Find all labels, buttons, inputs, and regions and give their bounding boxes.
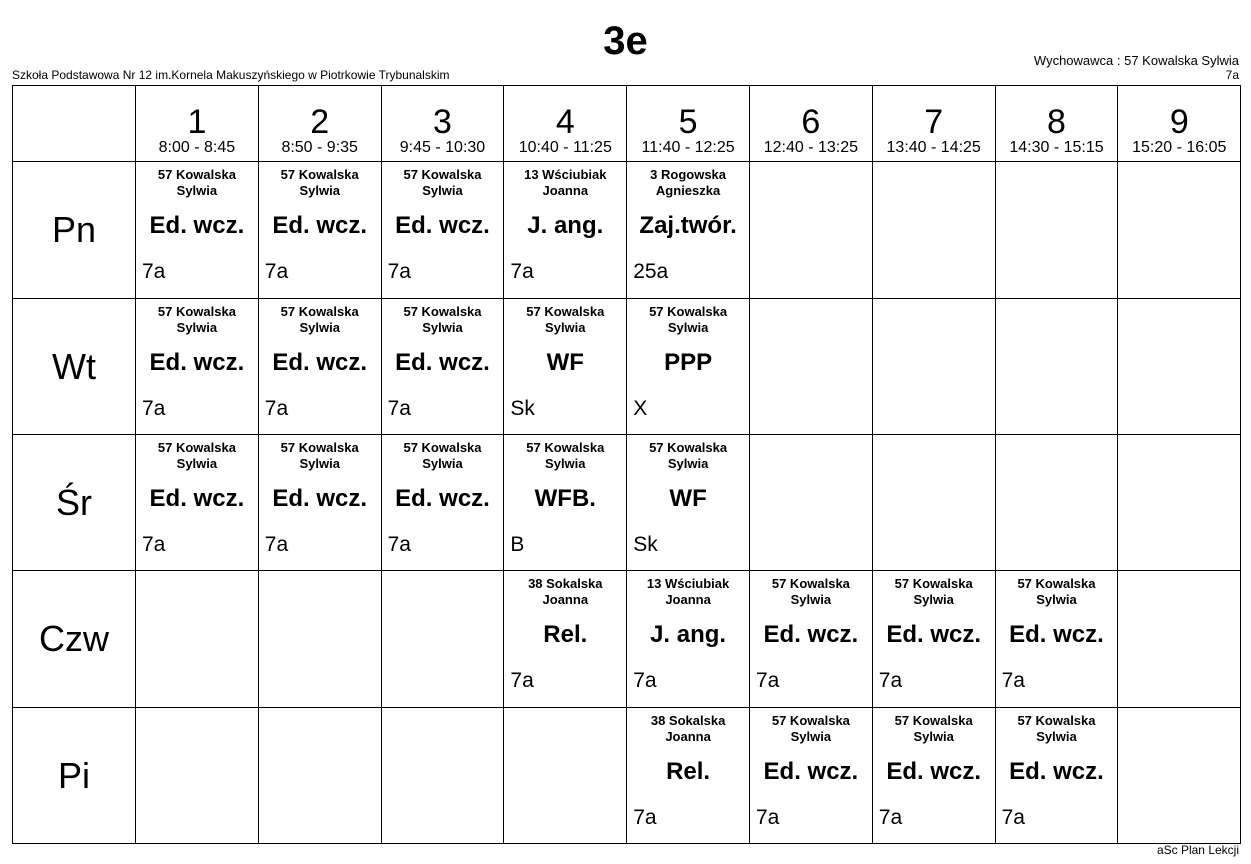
period-time: 8:50 - 9:35 xyxy=(281,139,358,157)
lesson-cell xyxy=(136,298,259,434)
day-cell xyxy=(13,571,136,707)
period-header xyxy=(136,86,259,162)
lesson-content xyxy=(136,708,258,843)
lesson-cell xyxy=(504,434,627,570)
lesson-teacher: 57 Kowalska Sylwia xyxy=(1017,576,1096,608)
lesson-content xyxy=(996,162,1118,297)
empty-cell xyxy=(1118,298,1241,434)
lesson-content xyxy=(382,571,504,706)
footer-credit: aSc Plan Lekcji xyxy=(1156,843,1239,857)
empty-cell xyxy=(381,571,504,707)
lesson-room: 7a xyxy=(142,396,166,420)
lesson-teacher: 57 Kowalska Sylwia xyxy=(649,440,728,472)
period-header-content xyxy=(996,86,1118,161)
lesson-cell xyxy=(872,571,995,707)
lesson-content xyxy=(504,571,626,706)
period-header-content xyxy=(873,86,995,161)
lesson-cell xyxy=(136,162,259,298)
lesson-subject: J. ang. xyxy=(527,212,604,240)
lesson-content xyxy=(259,708,381,843)
empty-cell xyxy=(749,298,872,434)
lesson-content xyxy=(996,299,1118,434)
lesson-subject: Rel. xyxy=(666,757,711,785)
day-cell xyxy=(13,162,136,298)
lesson-content xyxy=(259,435,381,570)
lesson-room: X xyxy=(633,396,648,420)
lesson-content xyxy=(627,299,749,434)
lesson-content xyxy=(627,571,749,706)
period-header-content xyxy=(259,86,381,161)
lesson-subject: WF xyxy=(546,348,584,376)
lesson-room: 7a xyxy=(510,669,534,693)
lesson-room: Sk xyxy=(633,533,658,557)
lesson-cell xyxy=(749,707,872,843)
day-cell-content xyxy=(13,571,135,706)
lesson-content xyxy=(382,435,504,570)
lesson-room: 7a xyxy=(387,533,411,557)
timetable-grid xyxy=(12,85,1241,844)
lesson-content xyxy=(627,162,749,297)
lesson-content xyxy=(1118,571,1240,706)
lesson-teacher: 57 Kowalska Sylwia xyxy=(403,440,482,472)
lesson-room: 7a xyxy=(633,669,657,693)
period-header xyxy=(995,86,1118,162)
empty-cell xyxy=(258,571,381,707)
lesson-subject: Zaj.twór. xyxy=(639,212,737,240)
lesson-content xyxy=(750,162,872,297)
lesson-cell xyxy=(504,162,627,298)
lesson-teacher: 38 Sokalska Joanna xyxy=(650,712,726,744)
lesson-content xyxy=(750,435,872,570)
empty-cell xyxy=(749,434,872,570)
period-header-content xyxy=(136,86,258,161)
lesson-subject: J. ang. xyxy=(650,621,727,649)
lesson-teacher: 13 Wściubiak Joanna xyxy=(646,576,730,608)
tutor-label: Wychowawca : 57 Kowalska Sylwia xyxy=(1033,53,1239,68)
period-header xyxy=(381,86,504,162)
day-name: Śr xyxy=(56,482,92,524)
lesson-cell xyxy=(749,571,872,707)
empty-cell xyxy=(1118,162,1241,298)
day-cell-content xyxy=(13,299,135,434)
lesson-content xyxy=(504,435,626,570)
lesson-room: 7a xyxy=(755,669,780,693)
period-header-content xyxy=(382,86,504,161)
empty-cell xyxy=(1118,434,1241,570)
lesson-subject: WF xyxy=(669,485,707,513)
empty-cell xyxy=(258,707,381,843)
period-time: 15:20 - 16:05 xyxy=(1132,139,1227,157)
lesson-subject: Ed. wcz. xyxy=(763,757,859,785)
lesson-teacher: 57 Kowalska Sylwia xyxy=(649,303,728,335)
lesson-content xyxy=(136,162,258,297)
lesson-room: 7a xyxy=(387,396,411,420)
lesson-room: 7a xyxy=(264,396,289,420)
lesson-content xyxy=(627,435,749,570)
lesson-teacher: 57 Kowalska Sylwia xyxy=(403,167,482,199)
lesson-teacher: 13 Wściubiak Joanna xyxy=(524,167,607,199)
lesson-subject: Ed. wcz. xyxy=(149,212,245,240)
period-number: 7 xyxy=(924,103,944,142)
lesson-content xyxy=(504,708,626,843)
lesson-subject: Ed. wcz. xyxy=(763,621,859,649)
day-name: Pi xyxy=(57,754,90,796)
period-header xyxy=(749,86,872,162)
lesson-content xyxy=(750,299,872,434)
day-cell xyxy=(13,707,136,843)
lesson-subject: Ed. wcz. xyxy=(149,348,245,376)
lesson-content xyxy=(996,708,1118,843)
lesson-subject: Ed. wcz. xyxy=(272,485,368,513)
lesson-room: 7a xyxy=(264,260,289,284)
lesson-teacher: 57 Kowalska Sylwia xyxy=(157,440,236,472)
lesson-content xyxy=(382,299,504,434)
lesson-subject: Ed. wcz. xyxy=(886,757,982,785)
lesson-content xyxy=(504,162,626,297)
lesson-teacher: 57 Kowalska Sylwia xyxy=(280,167,359,199)
lesson-content xyxy=(136,299,258,434)
day-cell-content xyxy=(13,162,135,297)
lesson-content xyxy=(873,435,995,570)
lesson-teacher: 57 Kowalska Sylwia xyxy=(894,576,973,608)
lesson-content xyxy=(873,708,995,843)
class-title: 3e xyxy=(603,19,648,63)
day-cell-content xyxy=(13,708,135,843)
empty-cell xyxy=(136,571,259,707)
period-number: 8 xyxy=(1047,103,1066,142)
lesson-cell xyxy=(627,707,750,843)
period-header xyxy=(504,86,627,162)
period-number: 5 xyxy=(678,103,698,142)
lesson-subject: Ed. wcz. xyxy=(1009,621,1104,649)
lesson-content xyxy=(136,435,258,570)
lesson-subject: Ed. wcz. xyxy=(395,348,490,376)
day-name: Czw xyxy=(39,618,109,660)
period-time: 11:40 - 12:25 xyxy=(641,139,735,157)
empty-cell xyxy=(504,707,627,843)
period-header-content xyxy=(750,86,872,161)
day-name: Wt xyxy=(52,345,96,387)
period-number: 3 xyxy=(433,103,452,142)
empty-cell xyxy=(136,707,259,843)
lesson-cell xyxy=(381,298,504,434)
lesson-teacher: 38 Sokalska Joanna xyxy=(528,576,603,608)
lesson-subject: Rel. xyxy=(543,621,588,649)
lesson-cell xyxy=(381,162,504,298)
lesson-room: 25a xyxy=(633,260,669,284)
lesson-teacher: 57 Kowalska Sylwia xyxy=(157,167,236,199)
lesson-room: 7a xyxy=(142,533,166,557)
empty-cell xyxy=(872,298,995,434)
period-header xyxy=(872,86,995,162)
lesson-subject: Ed. wcz. xyxy=(272,212,368,240)
period-time: 12:40 - 13:25 xyxy=(763,139,859,157)
empty-cell xyxy=(1118,707,1241,843)
period-header xyxy=(627,86,750,162)
period-time: 10:40 - 11:25 xyxy=(518,139,612,157)
lesson-teacher: 57 Kowalska Sylwia xyxy=(771,712,850,744)
lesson-cell xyxy=(381,434,504,570)
lesson-content xyxy=(996,435,1118,570)
lesson-content xyxy=(873,571,995,706)
period-header-content xyxy=(1118,86,1240,161)
lesson-content xyxy=(873,162,995,297)
lesson-room: Sk xyxy=(510,396,535,420)
lesson-subject: Ed. wcz. xyxy=(272,348,368,376)
period-time: 13:40 - 14:25 xyxy=(886,139,981,157)
period-number: 2 xyxy=(310,103,330,142)
lesson-cell xyxy=(995,707,1118,843)
lesson-room: 7a xyxy=(755,805,780,829)
lesson-room: 7a xyxy=(878,669,903,693)
lesson-cell xyxy=(258,298,381,434)
corner-cell xyxy=(13,86,136,162)
period-header xyxy=(258,86,381,162)
lesson-room: 7a xyxy=(1001,669,1025,693)
period-number: 1 xyxy=(187,103,207,142)
empty-cell xyxy=(995,434,1118,570)
lesson-content xyxy=(996,571,1118,706)
lesson-content xyxy=(873,299,995,434)
period-header-content xyxy=(504,86,626,161)
lesson-content xyxy=(750,708,872,843)
lesson-cell xyxy=(872,707,995,843)
lesson-content xyxy=(1118,435,1240,570)
lesson-teacher: 57 Kowalska Sylwia xyxy=(894,712,973,744)
lesson-content xyxy=(750,571,872,706)
lesson-content xyxy=(259,162,381,297)
lesson-cell xyxy=(627,162,750,298)
lesson-content xyxy=(259,571,381,706)
lesson-content xyxy=(504,299,626,434)
day-name: Pn xyxy=(51,209,97,251)
lesson-cell xyxy=(136,434,259,570)
empty-cell xyxy=(1118,571,1241,707)
lesson-subject: Ed. wcz. xyxy=(1009,757,1104,785)
lesson-content xyxy=(382,162,504,297)
lesson-room: 7a xyxy=(264,533,289,557)
lesson-content xyxy=(627,708,749,843)
period-number: 6 xyxy=(801,103,821,142)
lesson-teacher: 57 Kowalska Sylwia xyxy=(771,576,850,608)
lesson-teacher: 57 Kowalska Sylwia xyxy=(1017,712,1096,744)
lesson-cell xyxy=(627,434,750,570)
day-cell xyxy=(13,298,136,434)
lesson-cell xyxy=(504,298,627,434)
lesson-content xyxy=(259,299,381,434)
lesson-content xyxy=(382,708,504,843)
lesson-content xyxy=(1118,299,1240,434)
period-number: 9 xyxy=(1169,103,1189,142)
empty-cell xyxy=(872,434,995,570)
lesson-room: 7a xyxy=(142,260,166,284)
lesson-subject: Ed. wcz. xyxy=(395,212,490,240)
period-time: 9:45 - 10:30 xyxy=(399,139,486,157)
period-number: 4 xyxy=(555,103,575,142)
lesson-room: B xyxy=(510,533,525,557)
lesson-subject: Ed. wcz. xyxy=(395,485,490,513)
lesson-room: 7a xyxy=(878,805,903,829)
lesson-cell xyxy=(504,571,627,707)
empty-cell xyxy=(749,162,872,298)
lesson-content xyxy=(1118,162,1240,297)
lesson-teacher: 57 Kowalska Sylwia xyxy=(526,440,605,472)
lesson-teacher: 57 Kowalska Sylwia xyxy=(403,303,482,335)
lesson-room: 7a xyxy=(633,805,657,829)
period-time: 14:30 - 15:15 xyxy=(1009,139,1104,157)
lesson-room: 7a xyxy=(387,260,411,284)
lesson-teacher: 57 Kowalska Sylwia xyxy=(157,303,236,335)
school-name: Szkoła Podstawowa Nr 12 im.Kornela Makuszyńskiego w Piotrkowie Trybunalskim xyxy=(12,68,450,82)
lesson-subject: Ed. wcz. xyxy=(886,621,982,649)
lesson-subject: PPP xyxy=(664,348,713,376)
lesson-cell xyxy=(258,434,381,570)
period-header xyxy=(1118,86,1241,162)
lesson-content xyxy=(1118,708,1240,843)
empty-cell xyxy=(995,162,1118,298)
lesson-cell xyxy=(627,298,750,434)
day-cell xyxy=(13,434,136,570)
tutor-room: 7a xyxy=(1225,68,1239,82)
lesson-room: 7a xyxy=(510,260,534,284)
empty-cell xyxy=(995,298,1118,434)
lesson-cell xyxy=(258,162,381,298)
lesson-subject: WFB. xyxy=(534,485,596,513)
lesson-content xyxy=(136,571,258,706)
lesson-cell xyxy=(627,571,750,707)
lesson-room: 7a xyxy=(1001,805,1025,829)
lesson-subject: Ed. wcz. xyxy=(149,485,245,513)
lesson-teacher: 57 Kowalska Sylwia xyxy=(280,303,359,335)
lesson-teacher: 57 Kowalska Sylwia xyxy=(526,303,605,335)
empty-cell xyxy=(872,162,995,298)
period-header-content xyxy=(627,86,749,161)
period-time: 8:00 - 8:45 xyxy=(158,139,236,157)
day-cell-content xyxy=(13,435,135,570)
lesson-teacher: 3 Rogowska Agnieszka xyxy=(650,167,727,199)
lesson-teacher: 57 Kowalska Sylwia xyxy=(280,440,359,472)
lesson-cell xyxy=(995,571,1118,707)
empty-cell xyxy=(381,707,504,843)
